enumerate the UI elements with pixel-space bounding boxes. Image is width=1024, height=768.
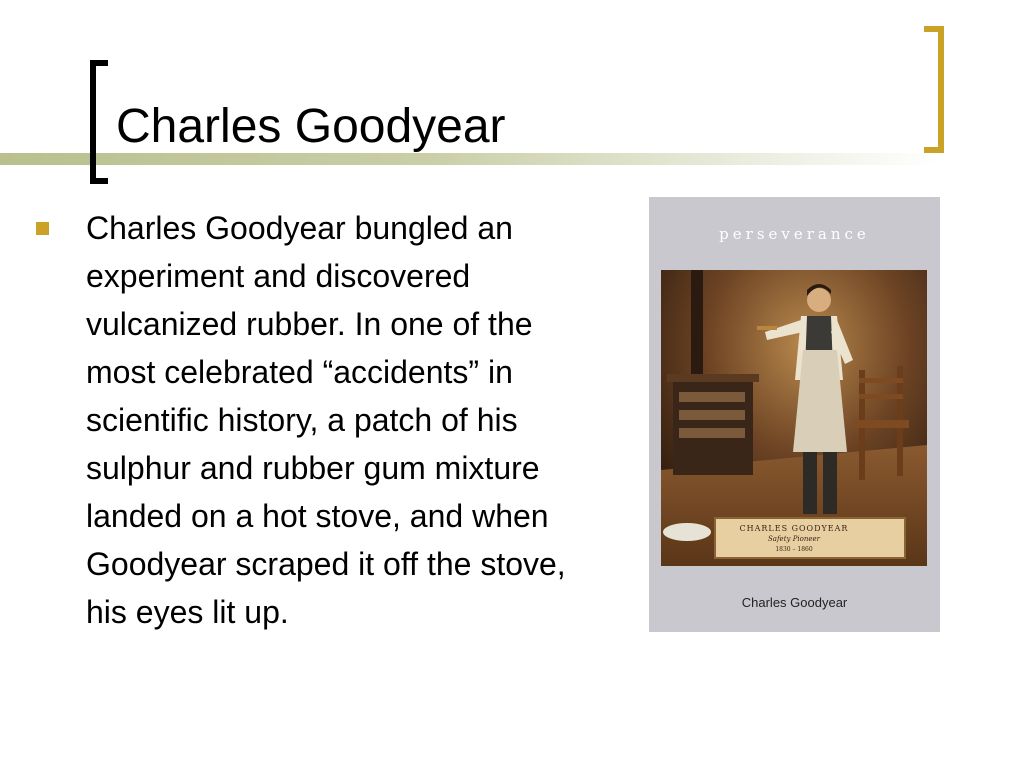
cover-painting — [661, 270, 927, 566]
slide-title: Charles Goodyear — [116, 100, 506, 153]
book-cover-image — [649, 197, 940, 632]
plaque-title: CHARLES GOODYEAR — [739, 524, 849, 533]
bullet-text: Charles Goodyear bungled an experiment and discovered vulcanized rubber. In one of the most celebrated “accidents” in scientific history, a patch of his sulphur and rubber gum mixture landed on a hot stove, and when Goodyear scraped it off the stove, his eyes lit up. — [86, 210, 566, 630]
title-underline-rule — [0, 153, 940, 165]
right-bracket-decoration — [924, 26, 944, 153]
bullet-square-icon — [36, 222, 49, 235]
plaque-subtitle: Safety Pioneer — [768, 535, 820, 543]
plaque-years: 1830 – 1860 — [775, 546, 813, 553]
painting-illustration — [661, 270, 927, 566]
cover-caption: Charles Goodyear — [741, 595, 848, 610]
left-bracket-decoration — [90, 60, 108, 184]
cover-series-word: perseverance — [719, 225, 870, 243]
